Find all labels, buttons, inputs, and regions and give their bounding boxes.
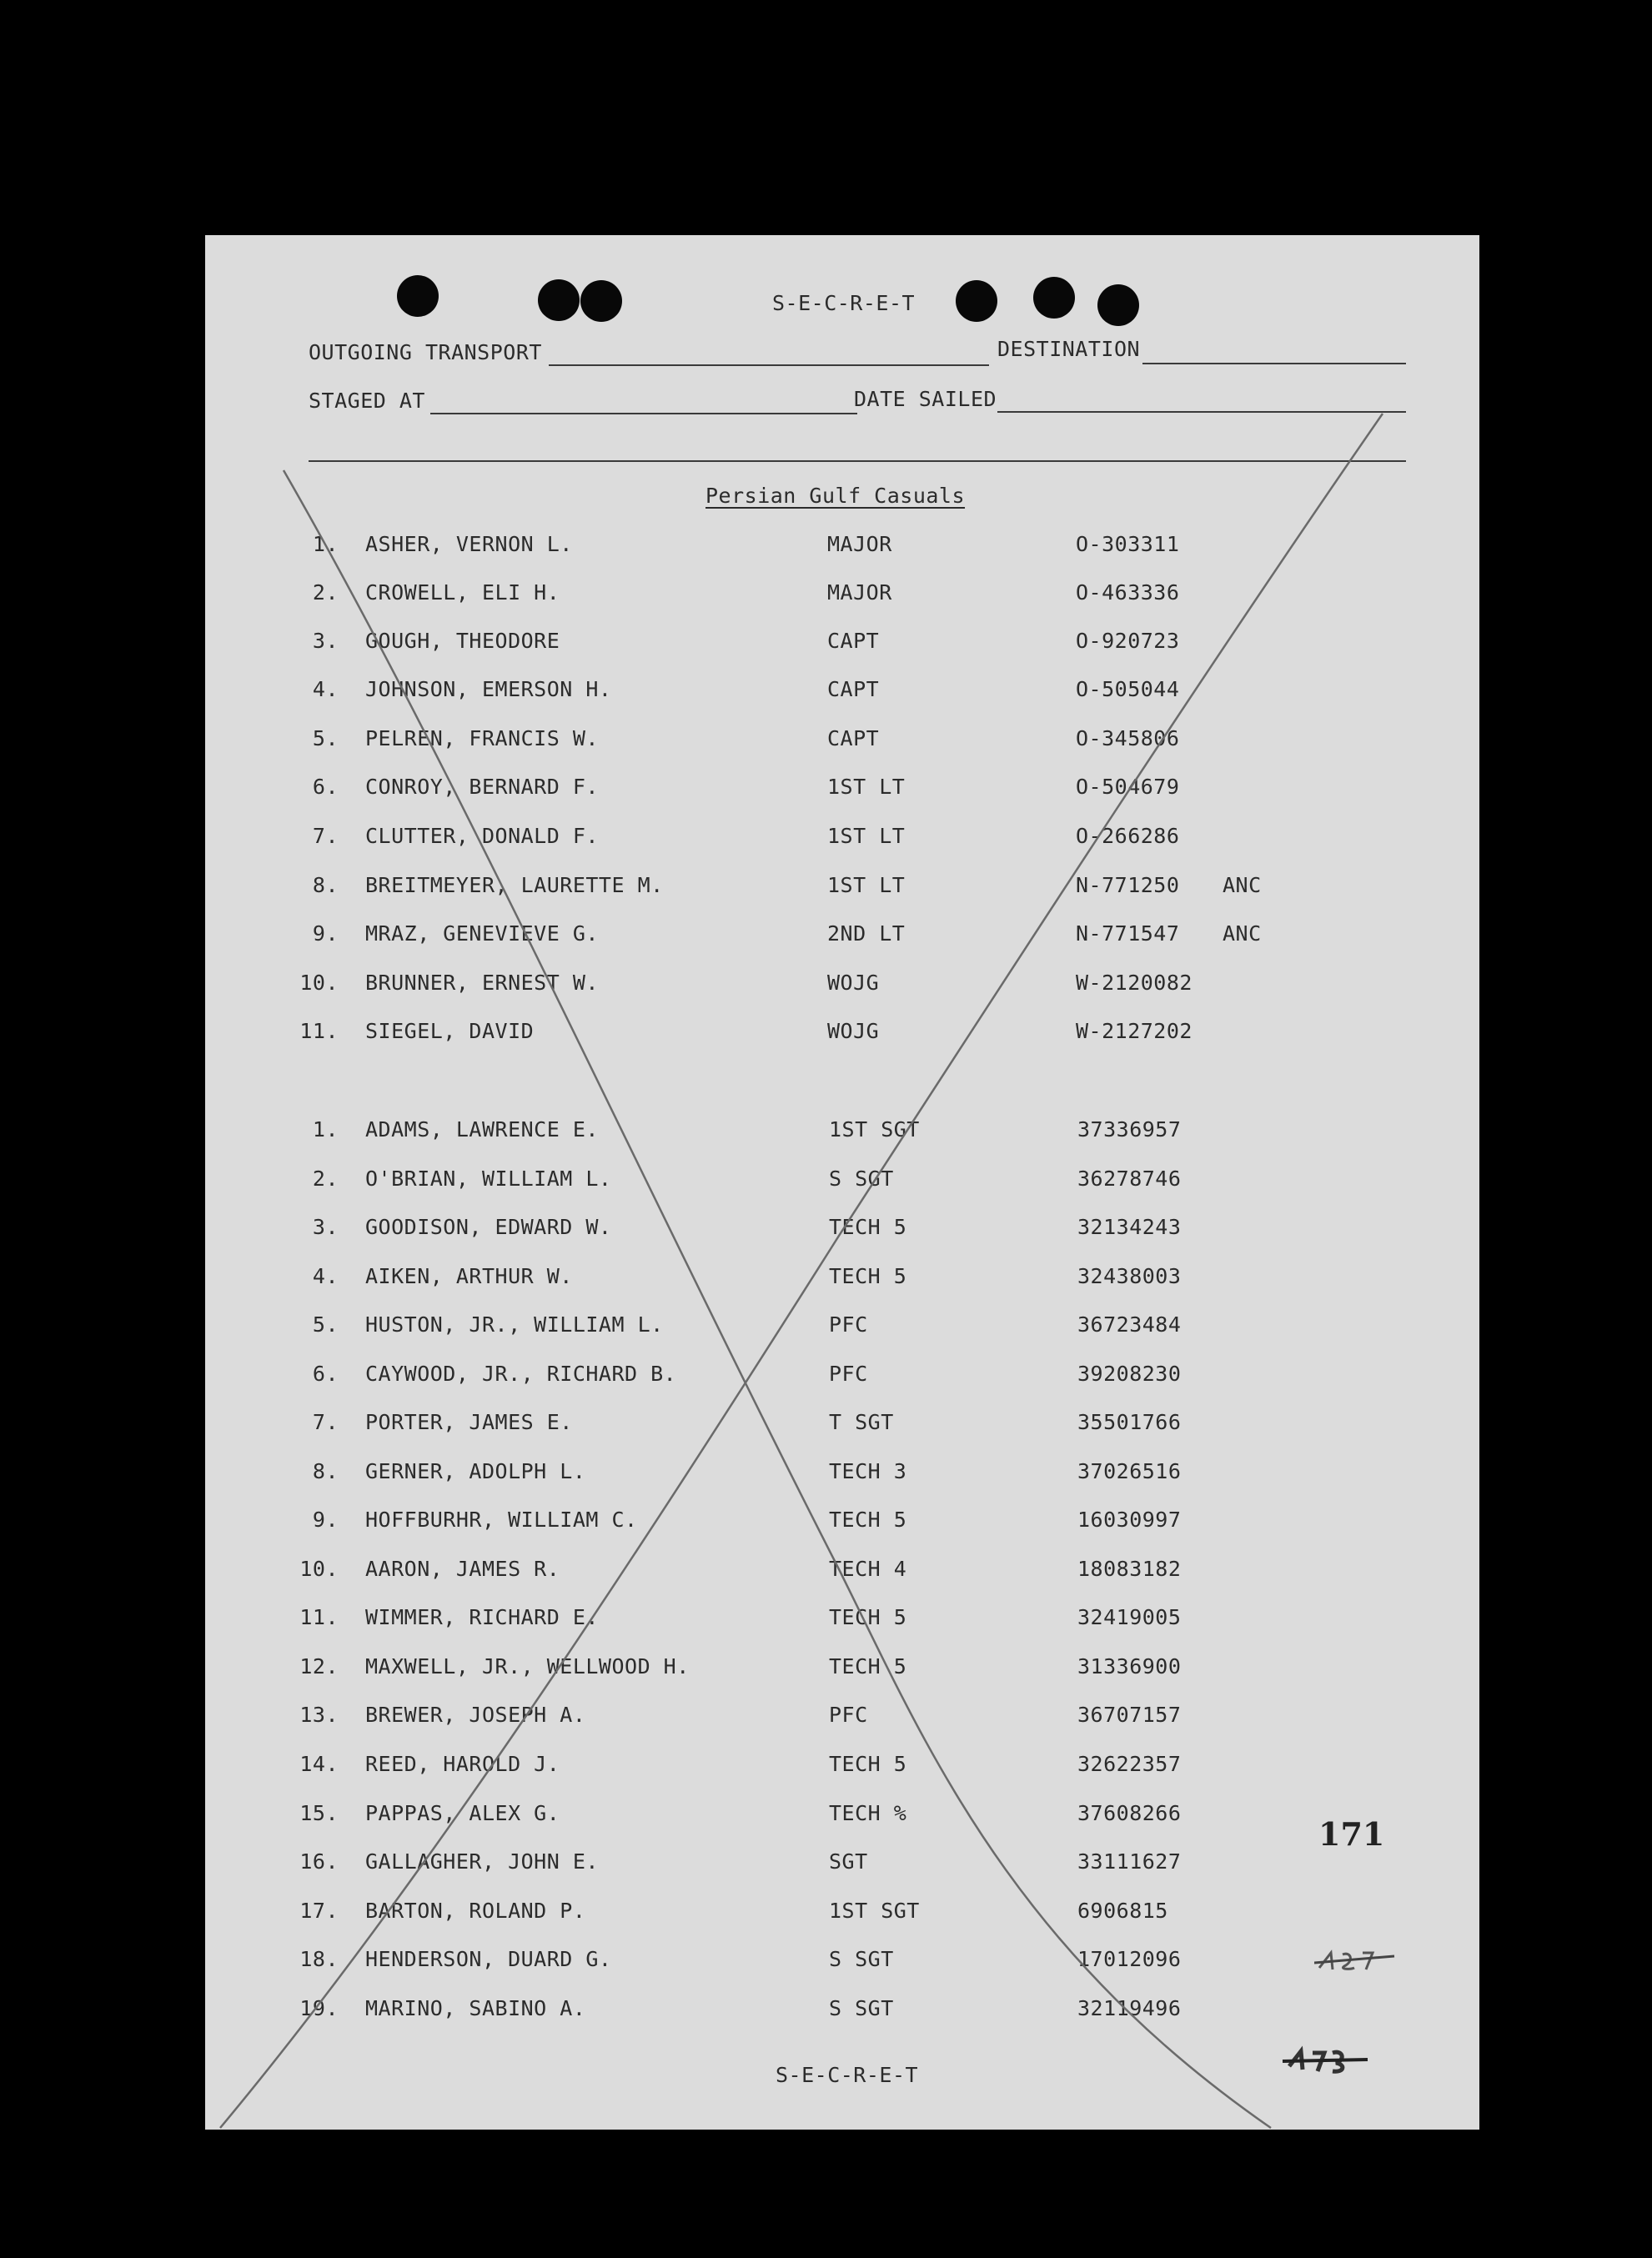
item-name: ADAMS, LAWRENCE E.	[365, 1117, 599, 1142]
item-name: CROWELL, ELI H.	[365, 580, 560, 605]
outgoing-transport-label: OUTGOING TRANSPORT	[309, 340, 542, 364]
item-rank: S SGT	[829, 1996, 894, 2020]
item-rank: S SGT	[829, 1947, 894, 1971]
item-name: PAPPAS, ALEX G.	[365, 1801, 560, 1825]
item-number: 19.	[299, 1996, 339, 2020]
item-rank: PFC	[829, 1362, 868, 1386]
item-serial: 35501766	[1077, 1410, 1182, 1434]
item-rank: CAPT	[827, 677, 880, 701]
item-number: 16.	[299, 1849, 339, 1874]
item-serial: 36723484	[1077, 1312, 1182, 1337]
item-rank: S SGT	[829, 1167, 894, 1191]
item-rank: CAPT	[827, 726, 880, 750]
item-number: 12.	[299, 1654, 339, 1678]
item-rank: TECH 5	[829, 1508, 907, 1532]
item-serial: 36707157	[1077, 1703, 1182, 1727]
item-number: 9.	[312, 921, 339, 946]
item-rank: 2ND LT	[827, 921, 906, 946]
item-number: 6.	[312, 775, 339, 799]
item-serial: W-2120082	[1076, 971, 1193, 995]
item-serial: O-266286	[1076, 824, 1180, 848]
item-number: 5.	[312, 726, 339, 750]
item-rank: TECH 4	[829, 1557, 907, 1581]
item-number: 15.	[299, 1801, 339, 1825]
item-rank: TECH 5	[829, 1215, 907, 1239]
item-serial: 32622357	[1077, 1752, 1182, 1776]
item-name: GOODISON, EDWARD W.	[365, 1215, 612, 1239]
item-number: 5.	[312, 1312, 339, 1337]
item-serial: O-920723	[1076, 629, 1180, 653]
item-name: ASHER, VERNON L.	[365, 532, 573, 556]
item-number: 9.	[312, 1508, 339, 1532]
item-name: HENDERSON, DUARD G.	[365, 1947, 612, 1971]
item-rank: TECH 5	[829, 1752, 907, 1776]
item-rank: 1ST LT	[827, 775, 906, 799]
item-serial: 17012096	[1077, 1947, 1182, 1971]
item-number: 13.	[299, 1703, 339, 1727]
item-serial: 16030997	[1077, 1508, 1182, 1532]
item-note: ANC	[1223, 873, 1262, 897]
item-serial: N-771250	[1076, 873, 1180, 897]
item-rank: TECH 3	[829, 1459, 907, 1483]
item-number: 11.	[299, 1605, 339, 1629]
item-number: 3.	[312, 1215, 339, 1239]
item-serial: 37608266	[1077, 1801, 1182, 1825]
page-number: 171	[1318, 1815, 1385, 1853]
item-name: BREITMEYER, LAURETTE M.	[365, 873, 664, 897]
item-rank: MAJOR	[827, 532, 892, 556]
item-serial: 6906815	[1077, 1899, 1168, 1923]
item-rank: WOJG	[827, 971, 880, 995]
item-serial: 37336957	[1077, 1117, 1182, 1142]
item-rank: SGT	[829, 1849, 868, 1874]
item-rank: 1ST SGT	[829, 1117, 920, 1142]
item-name: REED, HAROLD J.	[365, 1752, 560, 1776]
item-name: BARTON, ROLAND P.	[365, 1899, 586, 1923]
item-number: 1.	[312, 532, 339, 556]
item-name: AARON, JAMES R.	[365, 1557, 560, 1581]
item-rank: WOJG	[827, 1019, 880, 1043]
item-rank: PFC	[829, 1703, 868, 1727]
item-serial: O-303311	[1076, 532, 1180, 556]
staged-at-label: STAGED AT	[309, 389, 425, 413]
item-rank: 1ST LT	[827, 824, 906, 848]
item-number: 2.	[312, 580, 339, 605]
item-number: 11.	[299, 1019, 339, 1043]
item-serial: 32134243	[1077, 1215, 1182, 1239]
item-number: 7.	[312, 1410, 339, 1434]
item-rank: 1ST LT	[827, 873, 906, 897]
item-name: MRAZ, GENEVIEVE G.	[365, 921, 599, 946]
item-serial: 31336900	[1077, 1654, 1182, 1678]
item-name: BRUNNER, ERNEST W.	[365, 971, 599, 995]
item-name: GERNER, ADOLPH L.	[365, 1459, 586, 1483]
item-name: WIMMER, RICHARD E.	[365, 1605, 599, 1629]
item-serial: O-463336	[1076, 580, 1180, 605]
item-rank: PFC	[829, 1312, 868, 1337]
item-name: HOFFBURHR, WILLIAM C.	[365, 1508, 638, 1532]
item-name: BREWER, JOSEPH A.	[365, 1703, 586, 1727]
item-rank: TECH %	[829, 1801, 907, 1825]
item-name: PORTER, JAMES E.	[365, 1410, 573, 1434]
item-serial: 32438003	[1077, 1264, 1182, 1288]
item-number: 18.	[299, 1947, 339, 1971]
item-name: CONROY, BERNARD F.	[365, 775, 599, 799]
item-number: 4.	[312, 1264, 339, 1288]
item-name: PELREN, FRANCIS W.	[365, 726, 599, 750]
classification-top: S-E-C-R-E-T	[772, 291, 916, 315]
item-number: 14.	[299, 1752, 339, 1776]
item-name: GALLAGHER, JOHN E.	[365, 1849, 599, 1874]
item-name: GOUGH, THEODORE	[365, 629, 560, 653]
item-serial: O-505044	[1076, 677, 1180, 701]
item-serial: 32419005	[1077, 1605, 1182, 1629]
cross-out-mark	[205, 235, 1479, 2130]
item-rank: 1ST SGT	[829, 1899, 920, 1923]
item-rank: TECH 5	[829, 1654, 907, 1678]
item-name: O'BRIAN, WILLIAM L.	[365, 1167, 612, 1191]
item-name: AIKEN, ARTHUR W.	[365, 1264, 573, 1288]
item-number: 17.	[299, 1899, 339, 1923]
item-name: JOHNSON, EMERSON H.	[365, 677, 612, 701]
destination-label: DESTINATION	[997, 337, 1141, 361]
item-number: 3.	[312, 629, 339, 653]
item-serial: 33111627	[1077, 1849, 1182, 1874]
item-name: CAYWOOD, JR., RICHARD B.	[365, 1362, 677, 1386]
item-serial: 36278746	[1077, 1167, 1182, 1191]
item-serial: 32119496	[1077, 1996, 1182, 2020]
document-page	[205, 235, 1479, 2130]
item-rank: MAJOR	[827, 580, 892, 605]
item-rank: TECH 5	[829, 1605, 907, 1629]
item-name: CLUTTER, DONALD F.	[365, 824, 599, 848]
item-number: 2.	[312, 1167, 339, 1191]
item-note: ANC	[1223, 921, 1262, 946]
item-name: MARINO, SABINO A.	[365, 1996, 586, 2020]
item-serial: O-345806	[1076, 726, 1180, 750]
date-sailed-label: DATE SAILED	[854, 387, 997, 411]
item-number: 1.	[312, 1117, 339, 1142]
item-name: MAXWELL, JR., WELLWOOD H.	[365, 1654, 690, 1678]
item-number: 6.	[312, 1362, 339, 1386]
item-rank: TECH 5	[829, 1264, 907, 1288]
item-number: 8.	[312, 1459, 339, 1483]
item-number: 4.	[312, 677, 339, 701]
item-serial: N-771547	[1076, 921, 1180, 946]
item-serial: 39208230	[1077, 1362, 1182, 1386]
item-rank: CAPT	[827, 629, 880, 653]
item-serial: 37026516	[1077, 1459, 1182, 1483]
item-number: 7.	[312, 824, 339, 848]
item-serial: 18083182	[1077, 1557, 1182, 1581]
item-serial: O-504679	[1076, 775, 1180, 799]
item-name: SIEGEL, DAVID	[365, 1019, 535, 1043]
item-number: 10.	[299, 1557, 339, 1581]
item-serial: W-2127202	[1076, 1019, 1193, 1043]
item-name: HUSTON, JR., WILLIAM L.	[365, 1312, 664, 1337]
classification-bottom: S-E-C-R-E-T	[776, 2063, 919, 2087]
item-number: 10.	[299, 971, 339, 995]
item-number: 8.	[312, 873, 339, 897]
item-rank: T SGT	[829, 1410, 894, 1434]
list-title: Persian Gulf Casuals	[705, 484, 966, 508]
